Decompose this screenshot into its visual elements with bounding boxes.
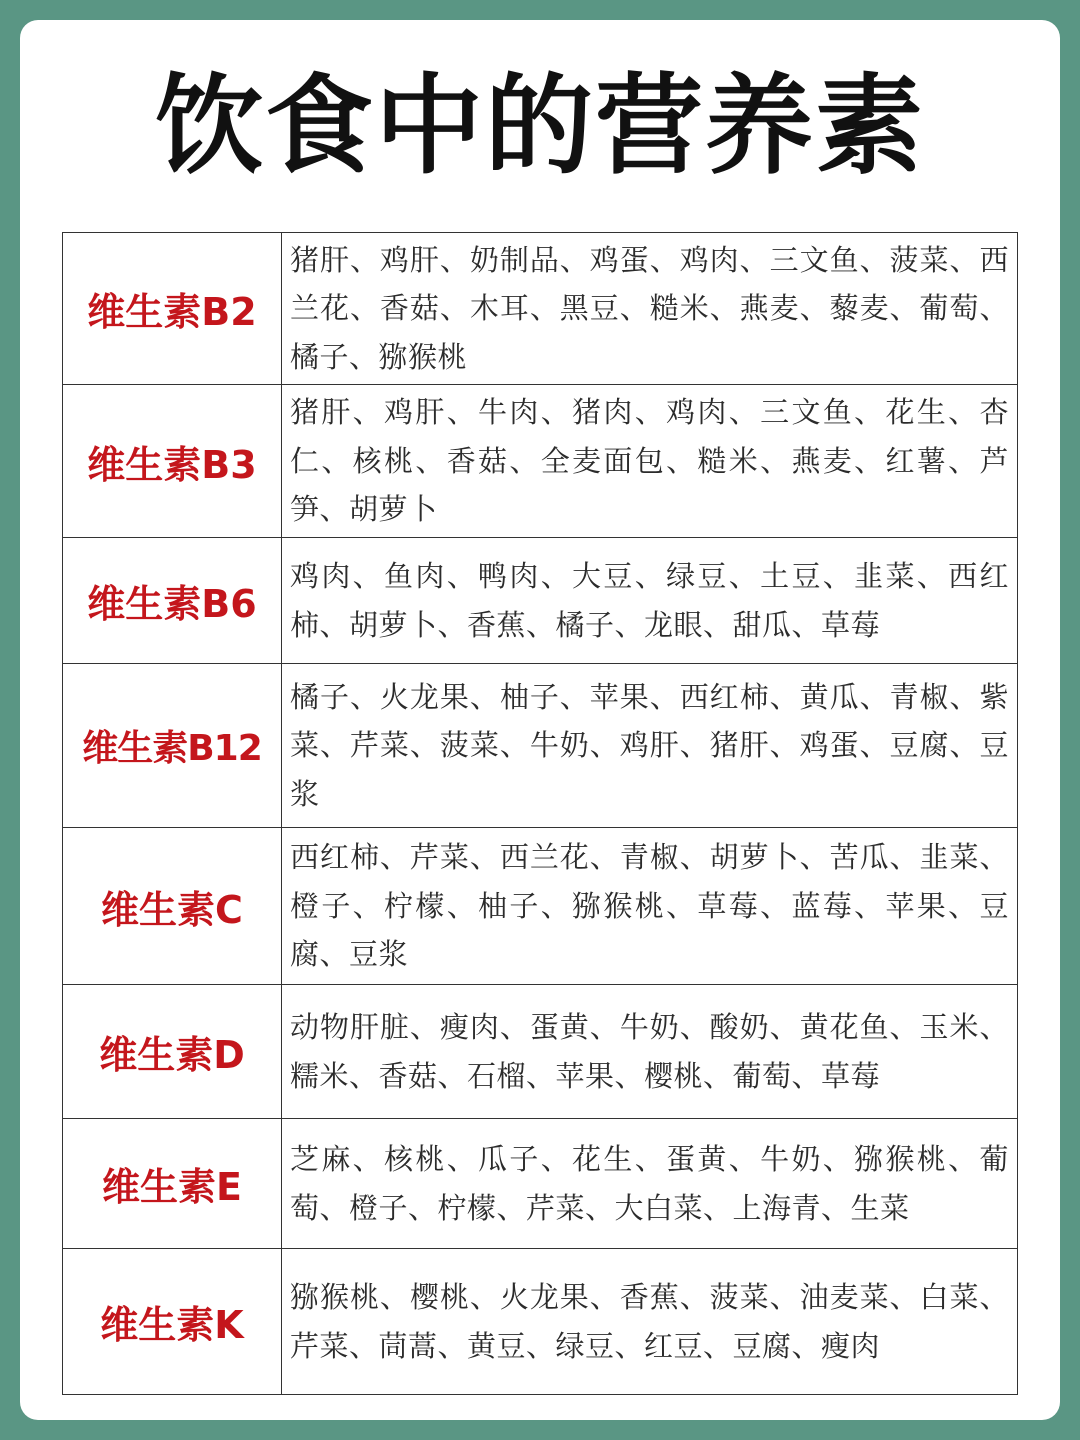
table-row — [63, 828, 1018, 985]
table-row — [63, 1119, 1018, 1249]
vitamin-name: 维生素B3 — [63, 385, 282, 538]
food-list: 猪肝、鸡肝、奶制品、鸡蛋、鸡肉、三文鱼、菠菜、西兰花、香菇、木耳、黑豆、糙米、燕麦、藜麦、葡萄、橘子、猕猴桃 — [282, 233, 1018, 385]
vitamin-name: 维生素D — [63, 985, 282, 1119]
food-list: 西红柿、芹菜、西兰花、青椒、胡萝卜、苦瓜、韭菜、橙子、柠檬、柚子、猕猴桃、草莓、蓝莓、苹果、豆腐、豆浆 — [282, 828, 1018, 985]
table-row — [63, 664, 1018, 828]
food-list: 鸡肉、鱼肉、鸭肉、大豆、绿豆、土豆、韭菜、西红柿、胡萝卜、香蕉、橘子、龙眼、甜瓜、草莓 — [282, 538, 1018, 664]
vitamin-name: 维生素E — [63, 1119, 282, 1249]
food-list: 芝麻、核桃、瓜子、花生、蛋黄、牛奶、猕猴桃、葡萄、橙子、柠檬、芹菜、大白菜、上海青、生菜 — [282, 1119, 1018, 1249]
table-row — [63, 233, 1018, 385]
vitamin-name: 维生素C — [63, 828, 282, 985]
food-list: 橘子、火龙果、柚子、苹果、西红柿、黄瓜、青椒、紫菜、芹菜、菠菜、牛奶、鸡肝、猪肝、鸡蛋、豆腐、豆浆 — [282, 664, 1018, 828]
food-list: 动物肝脏、瘦肉、蛋黄、牛奶、酸奶、黄花鱼、玉米、糯米、香菇、石榴、苹果、樱桃、葡萄、草莓 — [282, 985, 1018, 1119]
page-title: 饮食中的营养素 — [154, 64, 925, 189]
food-list: 猕猴桃、樱桃、火龙果、香蕉、菠菜、油麦菜、白菜、芹菜、茼蒿、黄豆、绿豆、红豆、豆腐、瘦肉 — [282, 1249, 1018, 1395]
vitamin-name: 维生素K — [63, 1249, 282, 1395]
vitamin-name: 维生素B12 — [63, 664, 282, 828]
table-row — [63, 385, 1018, 538]
vitamin-name: 维生素B2 — [63, 233, 282, 385]
table-row — [63, 538, 1018, 664]
table-row — [63, 1249, 1018, 1395]
nutrient-table — [62, 232, 1018, 1395]
vitamin-name: 维生素B6 — [63, 538, 282, 664]
table-row — [63, 985, 1018, 1119]
content-card — [20, 20, 1060, 1420]
food-list: 猪肝、鸡肝、牛肉、猪肉、鸡肉、三文鱼、花生、杏仁、核桃、香菇、全麦面包、糙米、燕麦、红薯、芦笋、胡萝卜 — [282, 385, 1018, 538]
